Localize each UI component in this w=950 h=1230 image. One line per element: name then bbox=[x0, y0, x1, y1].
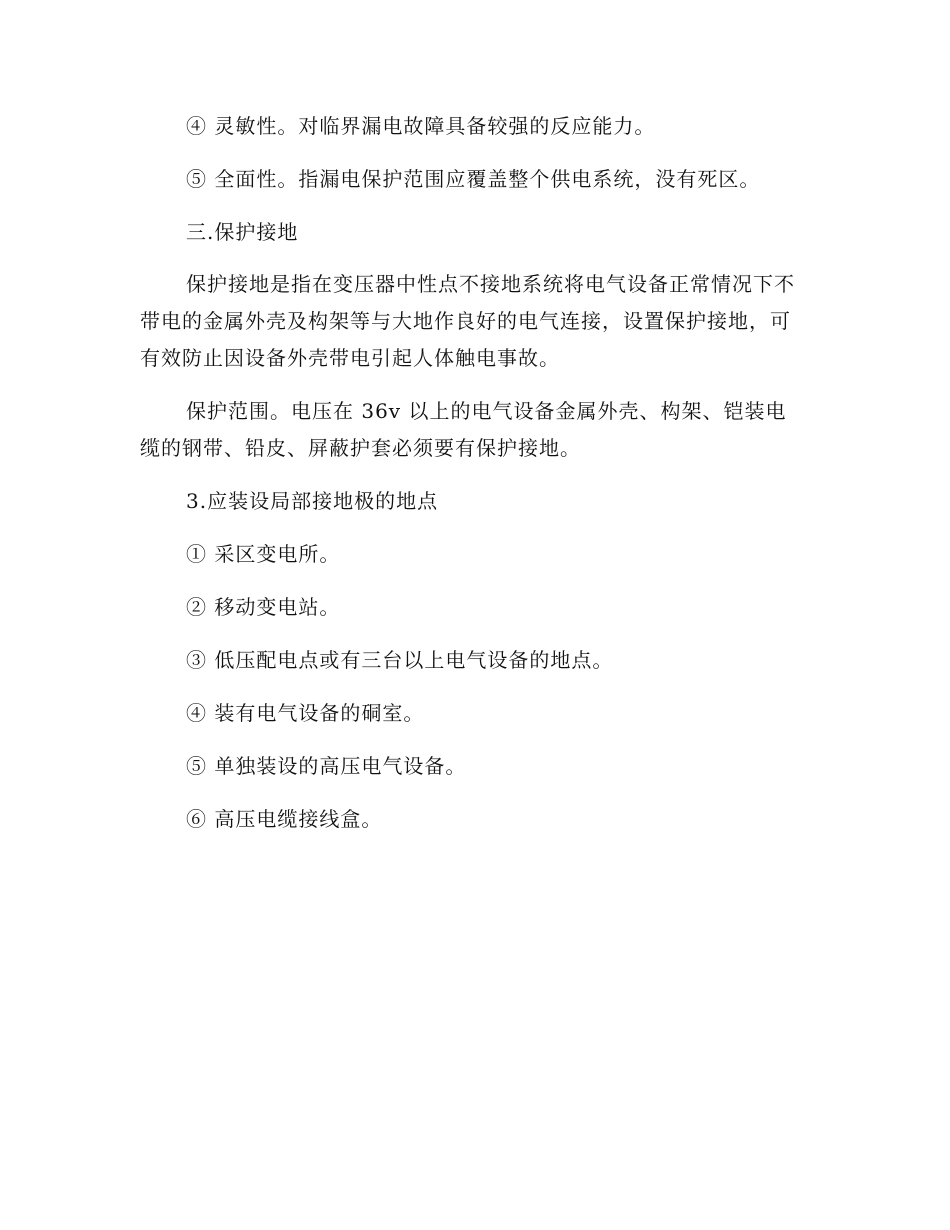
list-item-comprehensiveness: ⑤ 全面性。指漏电保护范围应覆盖整个供电系统，没有死区。 bbox=[186, 167, 761, 191]
list-item-equipment-chamber: ④ 装有电气设备的硐室。 bbox=[186, 701, 425, 725]
list-item-mobile-substation: ② 移动变电站。 bbox=[186, 595, 341, 619]
list-item-standalone-hv-equipment: ⑤ 单独装设的高压电气设备。 bbox=[186, 754, 467, 778]
section-heading-protective-grounding: 三.保护接地 bbox=[186, 220, 299, 244]
paragraph-protective-grounding-definition: 保护接地是指在变压器中性点不接地系统将电气设备正常情况下不带电的金属外壳及构架等与大地作良好的电气连接，设置保护接地，可有效防止因设备外壳带电引起人体触电事故。 bbox=[140, 272, 795, 370]
paragraph-protection-scope: 保护范围。电压在 36v 以上的电气设备金属外壳、构架、铠装电缆的钢带、铅皮、屏蔽护套必须要有保护接地。 bbox=[140, 399, 787, 460]
list-item-hv-cable-junction-box: ⑥ 高压电缆接线盒。 bbox=[186, 807, 383, 831]
list-item-low-voltage-distribution-point: ③ 低压配电点或有三台以上电气设备的地点。 bbox=[186, 648, 614, 672]
subheading-local-ground-electrode-locations: 3.应装设局部接地极的地点 bbox=[186, 489, 439, 513]
list-item-sensitivity: ④ 灵敏性。对临界漏电故障具备较强的反应能力。 bbox=[186, 114, 656, 138]
list-item-mining-substation: ① 采区变电所。 bbox=[186, 542, 341, 566]
